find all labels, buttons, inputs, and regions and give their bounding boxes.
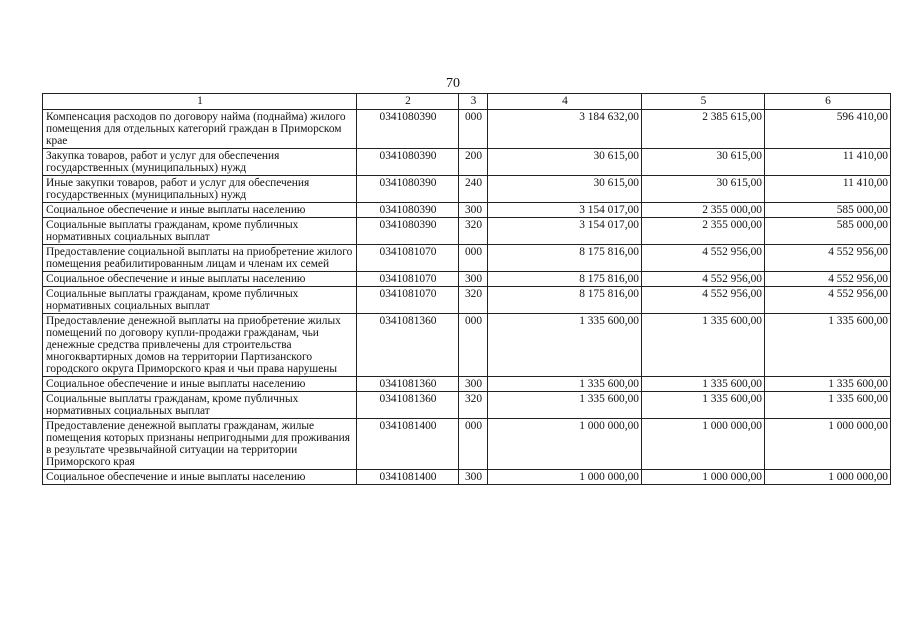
cell-type: 300 [459,272,488,287]
cell-code: 0341081360 [357,314,459,377]
cell-v4: 3 184 632,00 [488,110,642,149]
table-row [43,314,891,377]
cell-v6: 1 000 000,00 [765,419,891,470]
cell-v6: 11 410,00 [765,149,891,176]
cell-code: 0341080390 [357,218,459,245]
cell-v5: 1 335 600,00 [642,377,765,392]
cell-v6: 1 335 600,00 [765,377,891,392]
cell-v5: 1 335 600,00 [642,392,765,419]
cell-name: Закупка товаров, работ и услуг для обеспечения государственных (муниципальных) нужд [43,149,357,176]
cell-code: 0341080390 [357,149,459,176]
cell-name: Социальные выплаты гражданам, кроме публичных нормативных социальных выплат [43,392,357,419]
cell-code: 0341081360 [357,377,459,392]
cell-name: Социальное обеспечение и иные выплаты населению [43,203,357,218]
cell-v5: 1 335 600,00 [642,314,765,377]
cell-type: 000 [459,110,488,149]
cell-v6: 585 000,00 [765,218,891,245]
cell-v4: 1 335 600,00 [488,392,642,419]
cell-type: 240 [459,176,488,203]
cell-v4: 30 615,00 [488,149,642,176]
column-header: 1 [43,94,357,110]
cell-code: 0341080390 [357,110,459,149]
cell-code: 0341081400 [357,470,459,485]
cell-v5: 2 355 000,00 [642,218,765,245]
cell-v5: 30 615,00 [642,149,765,176]
cell-v5: 4 552 956,00 [642,287,765,314]
cell-v6: 11 410,00 [765,176,891,203]
column-header: 3 [459,94,488,110]
cell-name: Компенсация расходов по договору найма (поднайма) жилого помещения для отдельных категорий граждан в Приморском крае [43,110,357,149]
cell-v4: 1 335 600,00 [488,314,642,377]
cell-v5: 1 000 000,00 [642,470,765,485]
table-row [43,218,891,245]
budget-table [42,93,891,485]
table-row [43,392,891,419]
cell-v6: 1 335 600,00 [765,392,891,419]
cell-v4: 1 000 000,00 [488,419,642,470]
cell-type: 320 [459,392,488,419]
cell-v4: 8 175 816,00 [488,272,642,287]
cell-code: 0341080390 [357,176,459,203]
cell-v4: 3 154 017,00 [488,203,642,218]
cell-name: Иные закупки товаров, работ и услуг для обеспечения государственных (муниципальных) нужд [43,176,357,203]
cell-v5: 4 552 956,00 [642,272,765,287]
table-row [43,419,891,470]
cell-code: 0341081070 [357,272,459,287]
table-row [43,203,891,218]
cell-v6: 1 000 000,00 [765,470,891,485]
cell-v4: 8 175 816,00 [488,245,642,272]
cell-v6: 1 335 600,00 [765,314,891,377]
table-row [43,245,891,272]
cell-v6: 4 552 956,00 [765,287,891,314]
cell-v4: 30 615,00 [488,176,642,203]
cell-name: Предоставление денежной выплаты гражданам, жилые помещения которых признаны непригодными для проживания в результате чрезвычайной ситуации на территории Приморского края [43,419,357,470]
column-header: 4 [488,94,642,110]
cell-code: 0341080390 [357,203,459,218]
cell-v5: 30 615,00 [642,176,765,203]
cell-type: 000 [459,314,488,377]
column-header: 2 [357,94,459,110]
cell-v4: 1 000 000,00 [488,470,642,485]
cell-v5: 2 385 615,00 [642,110,765,149]
cell-code: 0341081070 [357,245,459,272]
cell-v6: 4 552 956,00 [765,245,891,272]
cell-name: Социальное обеспечение и иные выплаты населению [43,272,357,287]
cell-type: 000 [459,245,488,272]
table-row [43,110,891,149]
cell-code: 0341081400 [357,419,459,470]
cell-type: 320 [459,218,488,245]
table-row [43,377,891,392]
cell-type: 300 [459,377,488,392]
column-header: 6 [765,94,891,110]
cell-v5: 4 552 956,00 [642,245,765,272]
cell-name: Социальное обеспечение и иные выплаты населению [43,377,357,392]
cell-v4: 8 175 816,00 [488,287,642,314]
cell-type: 000 [459,419,488,470]
table-row [43,176,891,203]
table-body [43,110,891,485]
cell-type: 200 [459,149,488,176]
cell-v4: 1 335 600,00 [488,377,642,392]
table-row [43,470,891,485]
cell-name: Предоставление денежной выплаты на приобретение жилых помещений по договору купли-продажи гражданам, чьи денежные средства привлечены для строительства многоквартирных домов на территории Партизанского городского округа Приморского края и чьи права нарушены [43,314,357,377]
cell-name: Предоставление социальной выплаты на приобретение жилого помещения реабилитированным лицам и членам их семей [43,245,357,272]
cell-name: Социальные выплаты гражданам, кроме публичных нормативных социальных выплат [43,287,357,314]
cell-type: 320 [459,287,488,314]
cell-code: 0341081070 [357,287,459,314]
cell-name: Социальное обеспечение и иные выплаты населению [43,470,357,485]
cell-v6: 4 552 956,00 [765,272,891,287]
cell-v5: 2 355 000,00 [642,203,765,218]
table-row [43,272,891,287]
column-header: 5 [642,94,765,110]
cell-name: Социальные выплаты гражданам, кроме публичных нормативных социальных выплат [43,218,357,245]
cell-type: 300 [459,470,488,485]
header-row [43,94,891,110]
cell-code: 0341081360 [357,392,459,419]
cell-v4: 3 154 017,00 [488,218,642,245]
table-row [43,149,891,176]
table-row [43,287,891,314]
cell-v6: 596 410,00 [765,110,891,149]
cell-v5: 1 000 000,00 [642,419,765,470]
page-number: 70 [446,76,460,91]
cell-v6: 585 000,00 [765,203,891,218]
cell-type: 300 [459,203,488,218]
